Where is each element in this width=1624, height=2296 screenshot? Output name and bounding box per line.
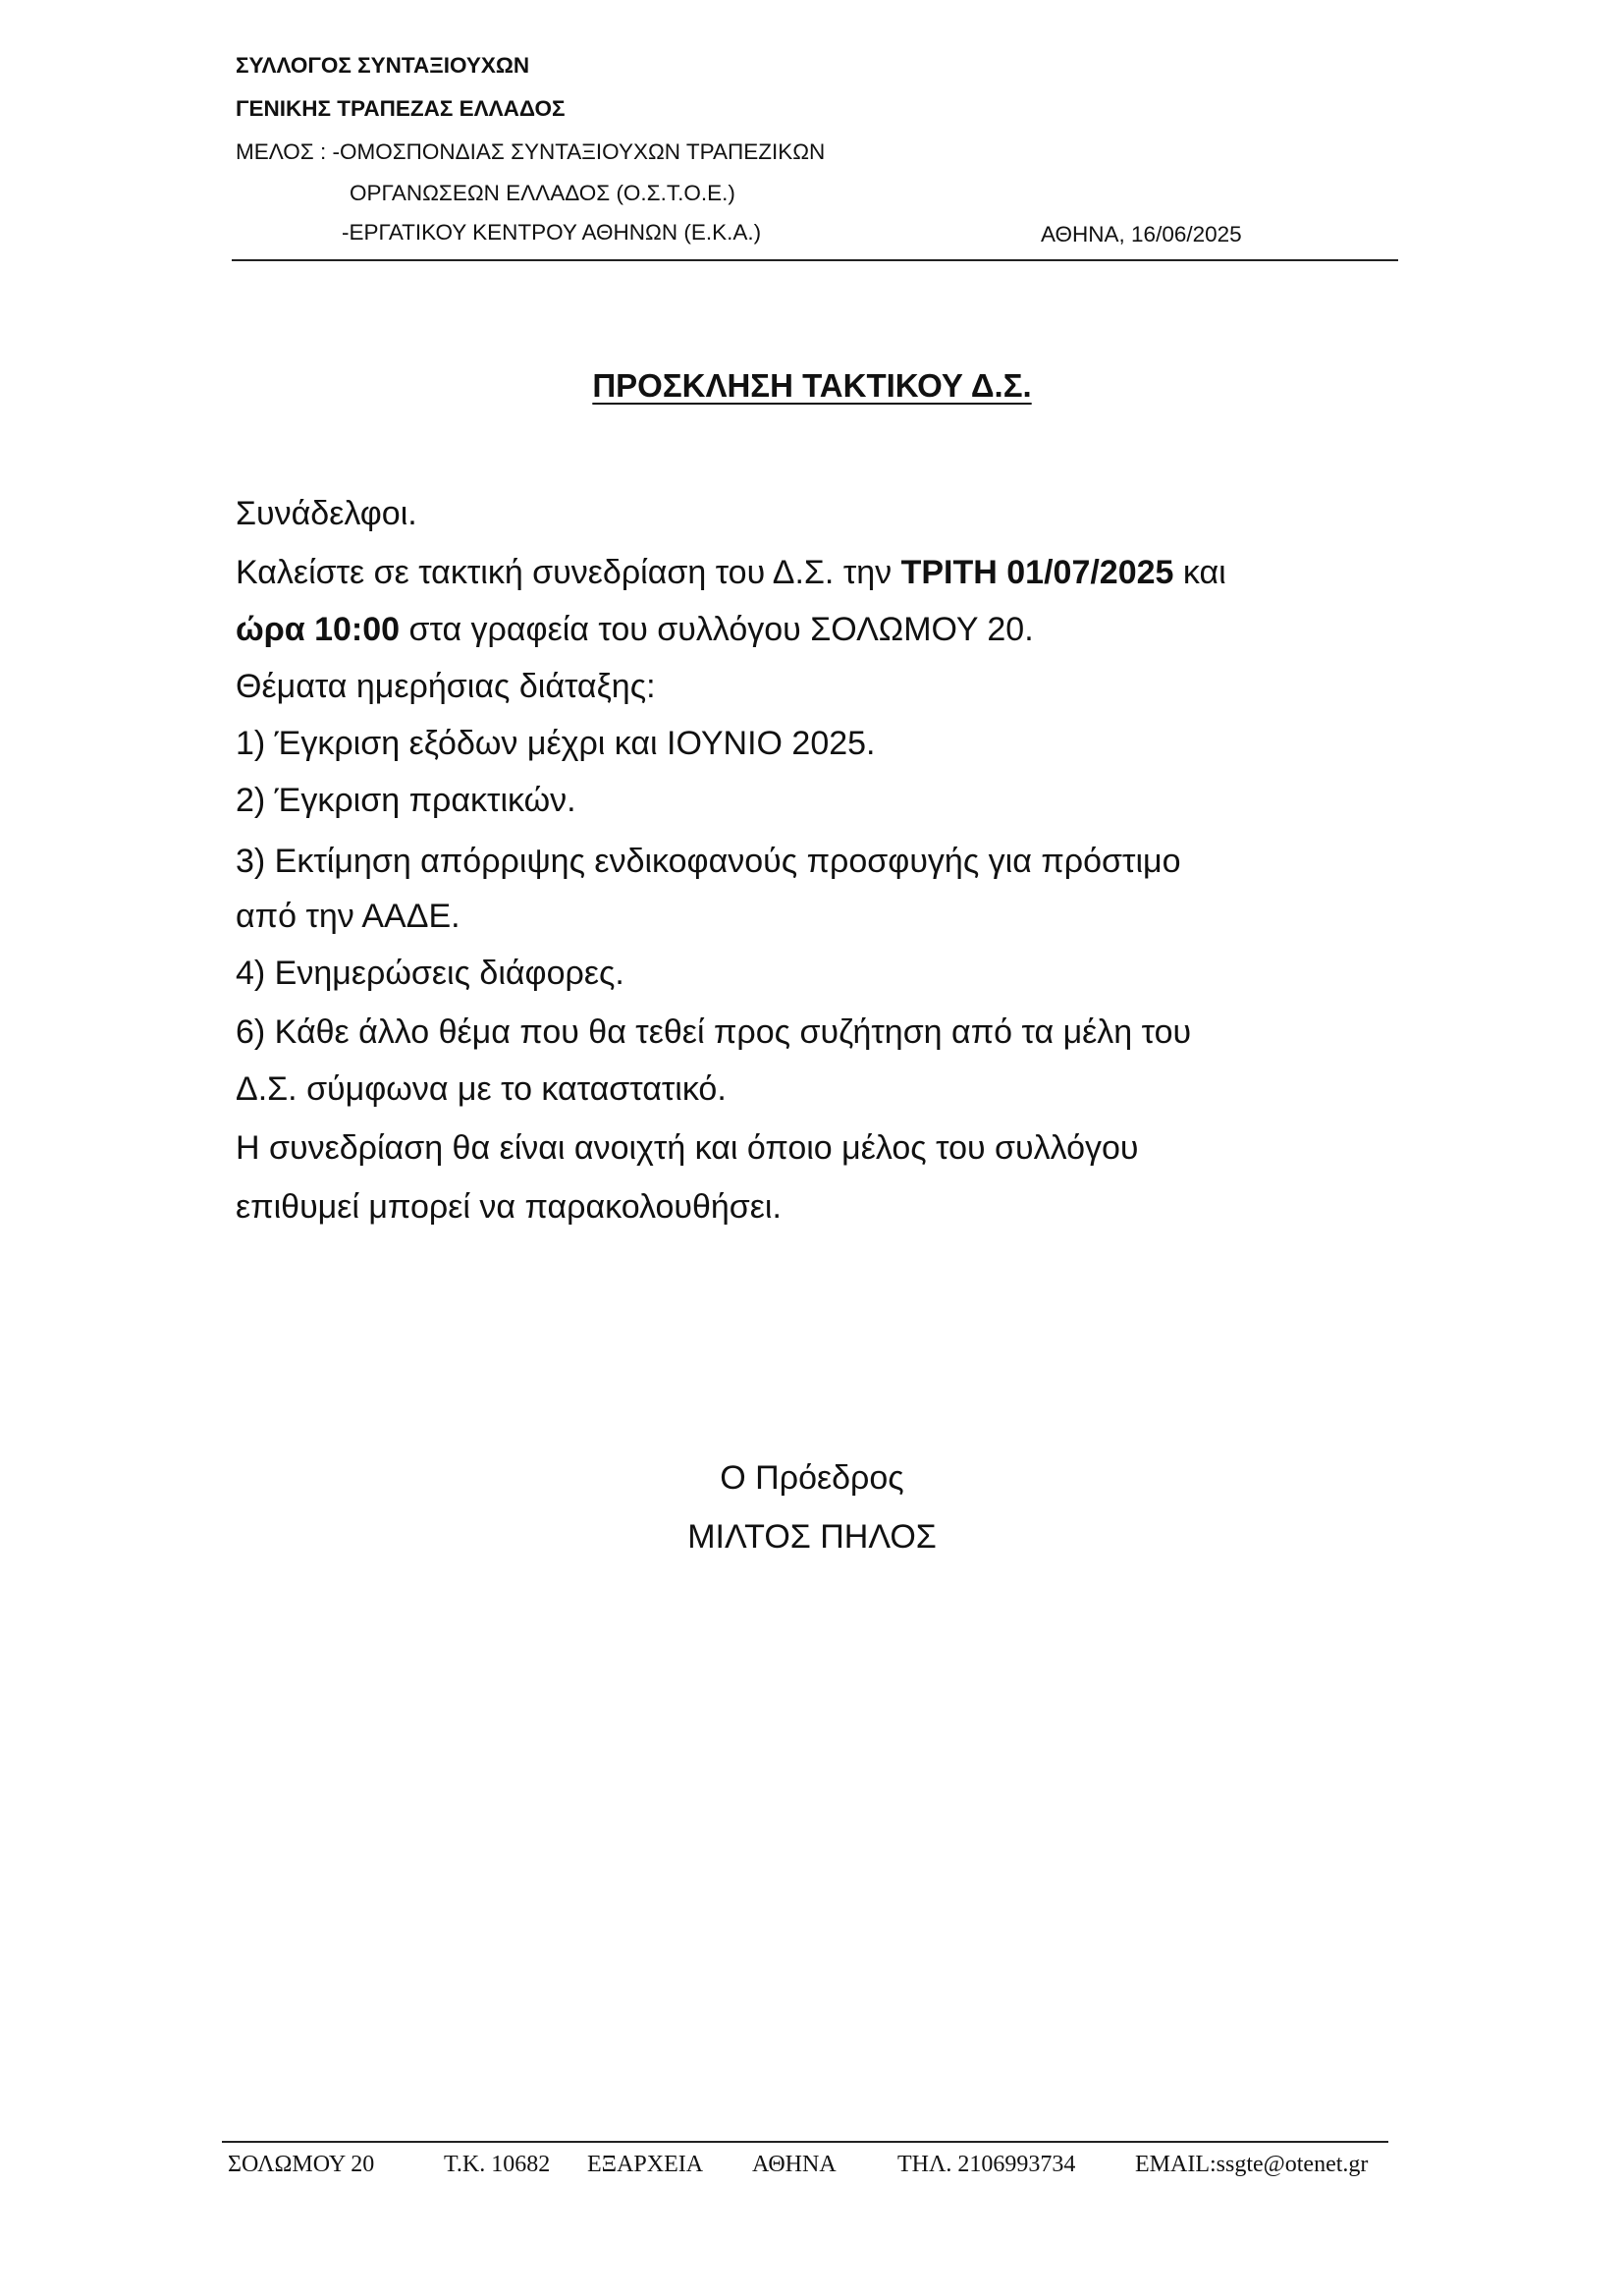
agenda-item-3-line1: 3) Εκτίμηση απόρριψης ενδικοφανούς προσφυγής για πρόστιμο — [236, 843, 1181, 880]
org-name-line2: ΓΕΝΙΚΗΣ ΤΡΑΠΕΖΑΣ ΕΛΛΑΔΟΣ — [236, 96, 566, 121]
invitation-line2-b: στα γραφεία του συλλόγου ΣΟΛΩΜΟΥ 20. — [400, 611, 1034, 648]
footer-area: ΕΞΑΡΧΕΙΑ — [587, 2152, 704, 2177]
meeting-date: ΤΡΙΤΗ 01/07/2025 — [900, 554, 1174, 591]
signature-name: ΜΙΛΤΟΣ ΠΗΛΟΣ — [687, 1518, 937, 1556]
signature-role: Ο Πρόεδρος — [720, 1459, 904, 1497]
header-divider — [232, 259, 1398, 261]
footer-email: EMAIL:ssgte@otenet.gr — [1135, 2152, 1369, 2177]
org-name-line1: ΣΥΛΛΟΓΟΣ ΣΥΝΤΑΞΙΟΥΧΩΝ — [236, 53, 530, 78]
membership-line3: -ΕΡΓΑΤΙΚΟΥ ΚΕΝΤΡΟΥ ΑΘΗΝΩΝ (Ε.Κ.Α.) — [342, 220, 762, 245]
greeting: Συνάδελφοι. — [236, 495, 417, 532]
invitation-line2 — [236, 613, 1034, 646]
agenda-item-4: 4) Ενημερώσεις διάφορες. — [236, 955, 624, 992]
agenda-item-6-line2: Δ.Σ. σύμφωνα με το καταστατικό. — [236, 1070, 727, 1108]
invitation-line1 — [236, 556, 1226, 589]
footer-divider — [222, 2141, 1388, 2143]
invitation-line1-a: Καλείστε σε τακτική συνεδρίαση του Δ.Σ. την — [236, 554, 901, 591]
agenda-item-1: 1) Έγκριση εξόδων μέχρι και ΙΟΥΝΙΟ 2025. — [236, 725, 876, 762]
document-title-text: ΠΡΟΣΚΛΗΣΗ ΤΑΚΤΙΚΟΥ Δ.Σ. — [592, 367, 1032, 404]
agenda-item-3-line2: από την ΑΑΔΕ. — [236, 898, 460, 935]
invitation-line1-c: και — [1173, 554, 1226, 591]
footer-city: ΑΘΗΝΑ — [752, 2152, 837, 2177]
membership-line2: ΟΡΓΑΝΩΣΕΩΝ ΕΛΛΑΔΟΣ (Ο.Σ.Τ.Ο.Ε.) — [350, 181, 735, 205]
meeting-time: ώρα 10:00 — [236, 611, 401, 648]
membership-line1: ΜΕΛΟΣ : -ΟΜΟΣΠΟΝΔΙΑΣ ΣΥΝΤΑΞΙΟΥΧΩΝ ΤΡΑΠΕΖΙΚΩΝ — [236, 139, 826, 164]
closing-line2: επιθυμεί μπορεί να παρακολουθήσει. — [236, 1188, 782, 1226]
agenda-intro: Θέματα ημερήσιας διάταξης: — [236, 668, 656, 705]
footer-phone: ΤΗΛ. 2106993734 — [897, 2152, 1076, 2177]
document-title — [0, 369, 1624, 402]
closing-line1: Η συνεδρίαση θα είναι ανοιχτή και όποιο μέλος του συλλόγου — [236, 1129, 1139, 1167]
agenda-item-2: 2) Έγκριση πρακτικών. — [236, 782, 576, 819]
footer-postal-code: Τ.Κ. 10682 — [444, 2152, 551, 2177]
footer-address: ΣΟΛΩΜΟΥ 20 — [228, 2152, 375, 2177]
place-date: ΑΘΗΝΑ, 16/06/2025 — [1041, 222, 1242, 246]
agenda-item-6-line1: 6) Κάθε άλλο θέμα που θα τεθεί προς συζήτηση από τα μέλη του — [236, 1013, 1192, 1051]
